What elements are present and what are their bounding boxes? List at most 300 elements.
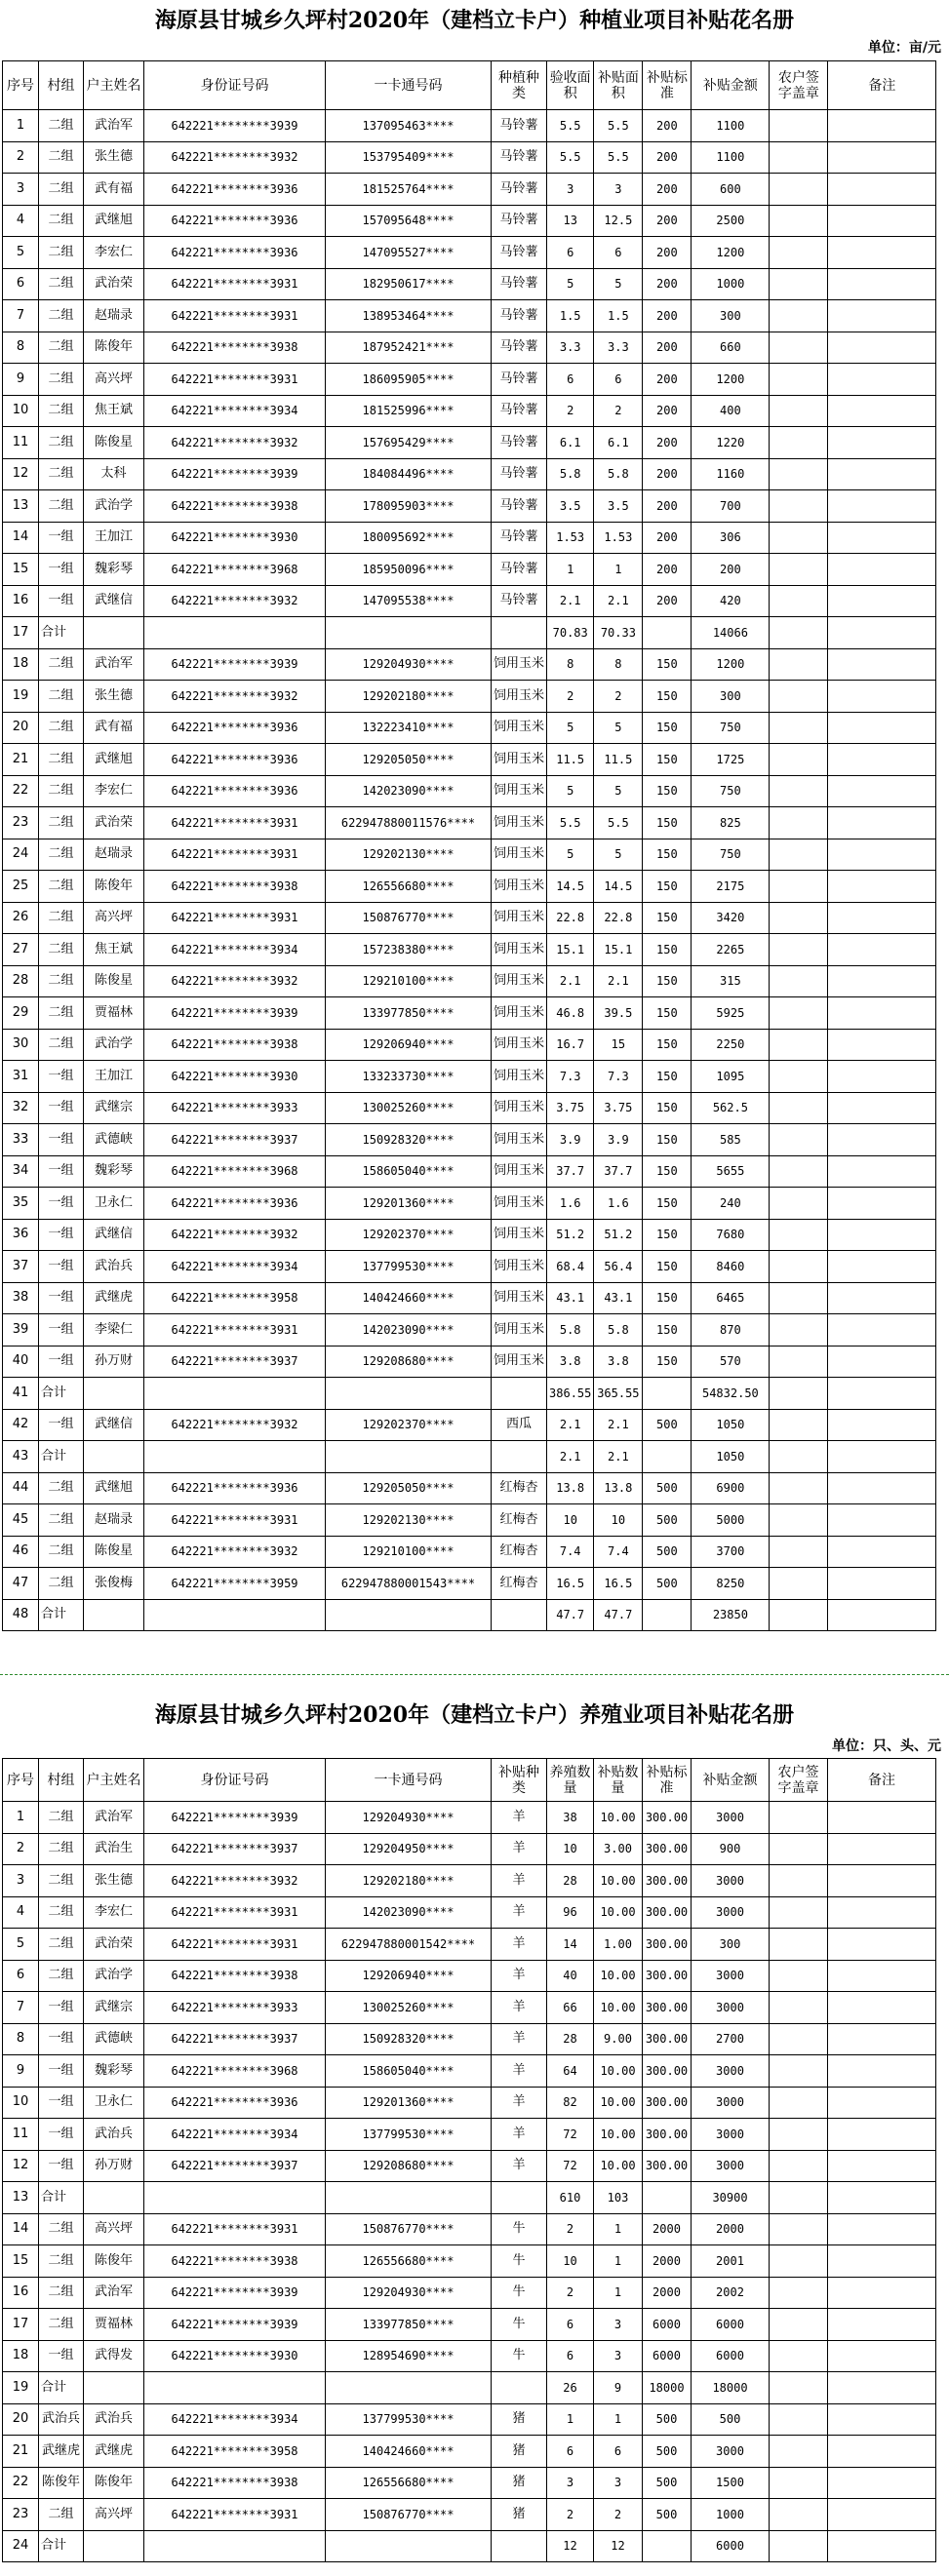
table-row [3,1960,936,1992]
cell-name: 武继虎 [84,1282,144,1314]
cell-name: 武继宗 [84,1092,144,1124]
cell-subsidy-quantity: 10.00 [594,2150,643,2182]
table-row [3,2340,936,2372]
table-row [3,1155,936,1188]
cell-name [84,2372,144,2404]
cell-amount: 14066 [692,617,770,649]
cell-quantity: 26 [547,2372,594,2404]
cell-index: 16 [3,585,39,617]
cell-index: 24 [3,2530,39,2562]
cell-id-number: 642221********3959 [144,1568,326,1600]
cell-group: 一组 [39,2340,84,2372]
cell-standard: 2000 [643,2213,692,2245]
cell-group: 二组 [39,1472,84,1504]
cell-remark [828,871,936,903]
cell-name: 李宏仁 [84,237,144,269]
cell-subsidy-quantity: 12.5 [594,205,643,237]
cell-standard: 200 [643,141,692,174]
cell-id-number: 642221********3932 [144,965,326,997]
cell-name: 焦王斌 [84,934,144,966]
cell-id-number: 642221********3932 [144,681,326,713]
cell-standard: 500 [643,2436,692,2468]
cell-quantity: 66 [547,1992,594,2024]
cell-type: 羊 [492,1802,547,1834]
table-row [3,237,936,269]
cell-signature [770,1092,828,1124]
cell-remark [828,744,936,776]
cell-type: 饲用玉米 [492,1029,547,1061]
cell-name: 武治学 [84,490,144,523]
cell-group: 二组 [39,2277,84,2309]
cell-id-number: 642221********3937 [144,1346,326,1378]
column-header-amount: 补贴金额 [692,1759,770,1802]
cell-type: 饲用玉米 [492,839,547,871]
cell-index: 20 [3,712,39,744]
cell-standard: 150 [643,1124,692,1156]
cell-signature [770,1029,828,1061]
cell-signature [770,1346,828,1378]
cell-remark [828,2403,936,2436]
cell-group: 二组 [39,839,84,871]
table-row [3,585,936,617]
cell-amount: 1200 [692,364,770,396]
planting-title: 海原县甘城乡久坪村2020年（建档立卡户）种植业项目补贴花名册 [154,8,795,33]
cell-standard: 2000 [643,2245,692,2278]
cell-remark [828,2087,936,2119]
cell-signature [770,174,828,206]
cell-group: 二组 [39,2309,84,2341]
cell-quantity: 1 [547,554,594,586]
cell-card-number: 157238380**** [326,934,492,966]
cell-id-number: 642221********3938 [144,2245,326,2278]
cell-signature [770,2436,828,2468]
cell-standard: 150 [643,1092,692,1124]
cell-standard: 18000 [643,2372,692,2404]
cell-signature [770,1896,828,1929]
cell-group: 二组 [39,648,84,681]
cell-quantity: 2 [547,395,594,427]
cell-quantity: 7.3 [547,1061,594,1093]
cell-type: 马铃薯 [492,395,547,427]
cell-remark [828,1346,936,1378]
cell-subsidy-quantity: 2.1 [594,1409,643,1441]
cell-standard: 500 [643,1472,692,1504]
table-row [3,1833,936,1865]
cell-card-number: 147095538**** [326,585,492,617]
cell-standard: 150 [643,902,692,934]
cell-subsidy-quantity: 5.5 [594,141,643,174]
cell-remark [828,1092,936,1124]
cell-remark [828,617,936,649]
cell-remark [828,585,936,617]
cell-quantity: 3 [547,2467,594,2499]
cell-index: 43 [3,1441,39,1473]
cell-amount: 562.5 [692,1092,770,1124]
cell-card-number: 157695429**** [326,427,492,459]
column-header-name: 户主姓名 [84,61,144,110]
cell-remark [828,2150,936,2182]
cell-group: 一组 [39,2087,84,2119]
table-row [3,1124,936,1156]
cell-quantity: 2.1 [547,965,594,997]
cell-signature [770,395,828,427]
total-row [3,2182,936,2214]
cell-remark [828,1061,936,1093]
cell-subsidy-quantity: 10.00 [594,1896,643,1929]
cell-quantity: 6 [547,237,594,269]
cell-card-number: 137799530**** [326,2119,492,2151]
cell-remark [828,205,936,237]
cell-standard [643,617,692,649]
cell-group: 二组 [39,490,84,523]
cell-type: 羊 [492,2087,547,2119]
cell-card-number: 129205050**** [326,744,492,776]
cell-card-number: 142023090**** [326,775,492,807]
column-header-signature: 农户签字盖章 [770,1759,828,1802]
cell-group: 二组 [39,934,84,966]
cell-index: 17 [3,2309,39,2341]
cell-remark [828,2182,936,2214]
cell-type: 羊 [492,1896,547,1929]
cell-subsidy-quantity: 6.1 [594,427,643,459]
cell-standard: 150 [643,648,692,681]
total-row [3,2530,936,2562]
cell-subsidy-quantity: 1.00 [594,1929,643,1961]
cell-subsidy-quantity: 10.00 [594,1992,643,2024]
cell-index: 17 [3,617,39,649]
column-header-group: 村组 [39,61,84,110]
cell-subsidy-quantity: 8 [594,648,643,681]
table-row [3,1929,936,1961]
cell-amount: 400 [692,395,770,427]
cell-id-number: 642221********3931 [144,1314,326,1347]
cell-signature [770,522,828,554]
cell-subsidy-quantity: 15 [594,1029,643,1061]
table-row [3,1504,936,1537]
cell-remark [828,1251,936,1283]
cell-card-number: 130025260**** [326,1992,492,2024]
cell-id-number: 642221********3932 [144,1865,326,1897]
cell-remark [828,1599,936,1631]
cell-signature [770,1314,828,1347]
cell-id-number [144,1599,326,1631]
cell-name: 武有福 [84,174,144,206]
cell-remark [828,1124,936,1156]
cell-subsidy-quantity: 43.1 [594,1282,643,1314]
cell-remark [828,1472,936,1504]
cell-type: 马铃薯 [492,332,547,364]
cell-name: 赵瑞录 [84,1504,144,1537]
cell-group: 合计 [39,2530,84,2562]
cell-name: 赵瑞录 [84,300,144,332]
cell-standard: 200 [643,268,692,300]
cell-signature [770,648,828,681]
cell-card-number: 181525996**** [326,395,492,427]
cell-quantity: 3 [547,174,594,206]
cell-id-number: 642221********3931 [144,300,326,332]
cell-id-number: 642221********3939 [144,997,326,1030]
cell-index: 47 [3,1568,39,1600]
cell-name: 武治军 [84,2277,144,2309]
cell-card-number: 158605040**** [326,1155,492,1188]
cell-amount: 1200 [692,648,770,681]
cell-standard: 150 [643,1155,692,1188]
cell-subsidy-quantity: 1.53 [594,522,643,554]
cell-standard: 200 [643,585,692,617]
total-row [3,1599,936,1631]
cell-quantity: 2.1 [547,1409,594,1441]
cell-quantity: 14.5 [547,871,594,903]
cell-card-number [326,617,492,649]
cell-group: 一组 [39,1061,84,1093]
cell-type: 马铃薯 [492,427,547,459]
cell-amount: 1000 [692,2499,770,2531]
cell-name: 武继旭 [84,1472,144,1504]
section-separator [0,1674,949,1675]
cell-id-number: 642221********3930 [144,1061,326,1093]
cell-index: 19 [3,681,39,713]
cell-id-number: 642221********3968 [144,1155,326,1188]
cell-name: 王加江 [84,1061,144,1093]
cell-card-number: 140424660**** [326,2436,492,2468]
cell-remark [828,2245,936,2278]
cell-index: 14 [3,2213,39,2245]
cell-signature [770,2309,828,2341]
cell-index: 11 [3,427,39,459]
cell-id-number: 642221********3932 [144,1219,326,1251]
cell-signature [770,2245,828,2278]
table-row [3,1896,936,1929]
cell-standard: 150 [643,744,692,776]
cell-remark [828,2309,936,2341]
cell-remark [828,1282,936,1314]
cell-subsidy-quantity: 2.1 [594,585,643,617]
cell-standard [643,1599,692,1631]
cell-name: 武继信 [84,1219,144,1251]
cell-index: 15 [3,554,39,586]
cell-group: 一组 [39,1314,84,1347]
cell-remark [828,934,936,966]
cell-signature [770,268,828,300]
cell-standard: 150 [643,1188,692,1220]
cell-signature [770,807,828,839]
cell-group: 一组 [39,522,84,554]
cell-index: 23 [3,807,39,839]
cell-index: 9 [3,364,39,396]
total-row [3,1378,936,1410]
cell-type: 饲用玉米 [492,997,547,1030]
cell-type: 马铃薯 [492,300,547,332]
table-row [3,965,936,997]
cell-index: 36 [3,1219,39,1251]
cell-card-number: 126556680**** [326,2467,492,2499]
cell-subsidy-quantity: 47.7 [594,1599,643,1631]
cell-quantity: 38 [547,1802,594,1834]
cell-card-number: 142023090**** [326,1314,492,1347]
cell-remark [828,1378,936,1410]
table-row [3,364,936,396]
cell-card-number: 129201360**** [326,2087,492,2119]
cell-amount: 5925 [692,997,770,1030]
cell-card-number: 150876770**** [326,2499,492,2531]
cell-amount: 900 [692,1833,770,1865]
cell-subsidy-quantity: 6 [594,2436,643,2468]
cell-group: 一组 [39,1092,84,1124]
cell-amount: 1220 [692,427,770,459]
cell-id-number: 642221********3930 [144,522,326,554]
cell-quantity: 72 [547,2150,594,2182]
cell-name: 武治生 [84,1833,144,1865]
cell-name: 武继信 [84,585,144,617]
cell-type [492,2372,547,2404]
cell-signature [770,1833,828,1865]
column-header-index: 序号 [3,1759,39,1802]
cell-signature [770,2150,828,2182]
cell-signature [770,427,828,459]
cell-quantity: 11.5 [547,744,594,776]
cell-card-number: 147095527**** [326,237,492,269]
cell-group: 二组 [39,1896,84,1929]
cell-id-number: 642221********3936 [144,1188,326,1220]
cell-signature [770,1568,828,1600]
cell-amount: 750 [692,712,770,744]
cell-remark [828,1441,936,1473]
cell-group: 二组 [39,141,84,174]
cell-card-number: 153795409**** [326,141,492,174]
cell-card-number [326,2182,492,2214]
column-header-standard: 补贴标准 [643,61,692,110]
cell-subsidy-quantity: 3.8 [594,1346,643,1378]
cell-card-number: 129204930**** [326,2277,492,2309]
cell-signature [770,554,828,586]
cell-card-number: 133977850**** [326,997,492,1030]
table-row [3,2277,936,2309]
cell-name: 武治军 [84,110,144,142]
column-header-group: 村组 [39,1759,84,1802]
cell-card-number: 150876770**** [326,2213,492,2245]
cell-subsidy-quantity: 1 [594,2213,643,2245]
cell-subsidy-quantity: 2 [594,395,643,427]
cell-group: 二组 [39,744,84,776]
cell-id-number: 642221********3932 [144,141,326,174]
cell-standard: 150 [643,681,692,713]
table-row [3,744,936,776]
cell-card-number: 150876770**** [326,902,492,934]
table-row [3,174,936,206]
cell-remark [828,681,936,713]
cell-quantity: 2 [547,2277,594,2309]
cell-group: 二组 [39,1802,84,1834]
cell-amount: 6000 [692,2309,770,2341]
cell-amount: 500 [692,2403,770,2436]
cell-subsidy-quantity: 15.1 [594,934,643,966]
cell-signature [770,2340,828,2372]
cell-signature [770,871,828,903]
cell-group: 二组 [39,174,84,206]
cell-id-number: 642221********3931 [144,1504,326,1537]
cell-remark [828,648,936,681]
cell-amount: 3000 [692,1865,770,1897]
cell-group: 二组 [39,110,84,142]
cell-standard: 150 [643,712,692,744]
cell-name: 李宏仁 [84,1896,144,1929]
cell-group: 二组 [39,1504,84,1537]
table-row [3,1219,936,1251]
cell-signature [770,965,828,997]
cell-type: 猪 [492,2467,547,2499]
cell-id-number: 642221********3968 [144,2055,326,2088]
cell-amount: 2002 [692,2277,770,2309]
cell-subsidy-quantity: 7.3 [594,1061,643,1093]
cell-name: 李梁仁 [84,1314,144,1347]
cell-type [492,2182,547,2214]
cell-group: 一组 [39,2119,84,2151]
cell-quantity: 10 [547,1833,594,1865]
cell-signature [770,1929,828,1961]
cell-index: 33 [3,1124,39,1156]
cell-standard: 200 [643,110,692,142]
cell-type: 马铃薯 [492,141,547,174]
cell-amount: 700 [692,490,770,523]
cell-amount: 23850 [692,1599,770,1631]
cell-quantity: 13.8 [547,1472,594,1504]
cell-name: 魏彩琴 [84,2055,144,2088]
cell-remark [828,554,936,586]
cell-card-number: 180095692**** [326,522,492,554]
cell-id-number: 642221********3938 [144,332,326,364]
cell-id-number: 642221********3934 [144,395,326,427]
cell-type: 马铃薯 [492,458,547,490]
cell-amount: 1725 [692,744,770,776]
cell-signature [770,2182,828,2214]
column-header-remark: 备注 [828,61,936,110]
cell-type: 饲用玉米 [492,775,547,807]
cell-card-number: 186095905**** [326,364,492,396]
cell-signature [770,681,828,713]
cell-name: 高兴坪 [84,902,144,934]
breeding-title: 海原县甘城乡久坪村2020年（建档立卡户）养殖业项目补贴花名册 [154,1702,795,1728]
cell-id-number: 642221********3958 [144,2436,326,2468]
cell-remark [828,2277,936,2309]
cell-id-number: 642221********3938 [144,2467,326,2499]
cell-card-number: 129210100**** [326,965,492,997]
cell-name: 陈俊星 [84,427,144,459]
cell-amount: 3420 [692,902,770,934]
cell-card-number: 137799530**** [326,2403,492,2436]
cell-quantity: 6 [547,364,594,396]
cell-signature [770,1960,828,1992]
cell-signature [770,1599,828,1631]
cell-amount: 1100 [692,141,770,174]
cell-index: 18 [3,648,39,681]
cell-card-number: 129206940**** [326,1029,492,1061]
cell-group: 一组 [39,1992,84,2024]
cell-card-number [326,2530,492,2562]
cell-amount: 3000 [692,1896,770,1929]
cell-remark [828,1865,936,1897]
cell-type: 饲用玉米 [492,1251,547,1283]
cell-card-number: 129204930**** [326,648,492,681]
cell-signature [770,1992,828,2024]
cell-standard: 150 [643,997,692,1030]
cell-signature [770,458,828,490]
cell-standard: 2000 [643,2277,692,2309]
cell-type: 红梅杏 [492,1504,547,1537]
cell-subsidy-quantity: 10.00 [594,1865,643,1897]
cell-remark [828,775,936,807]
cell-quantity: 2 [547,2499,594,2531]
cell-remark [828,1029,936,1061]
